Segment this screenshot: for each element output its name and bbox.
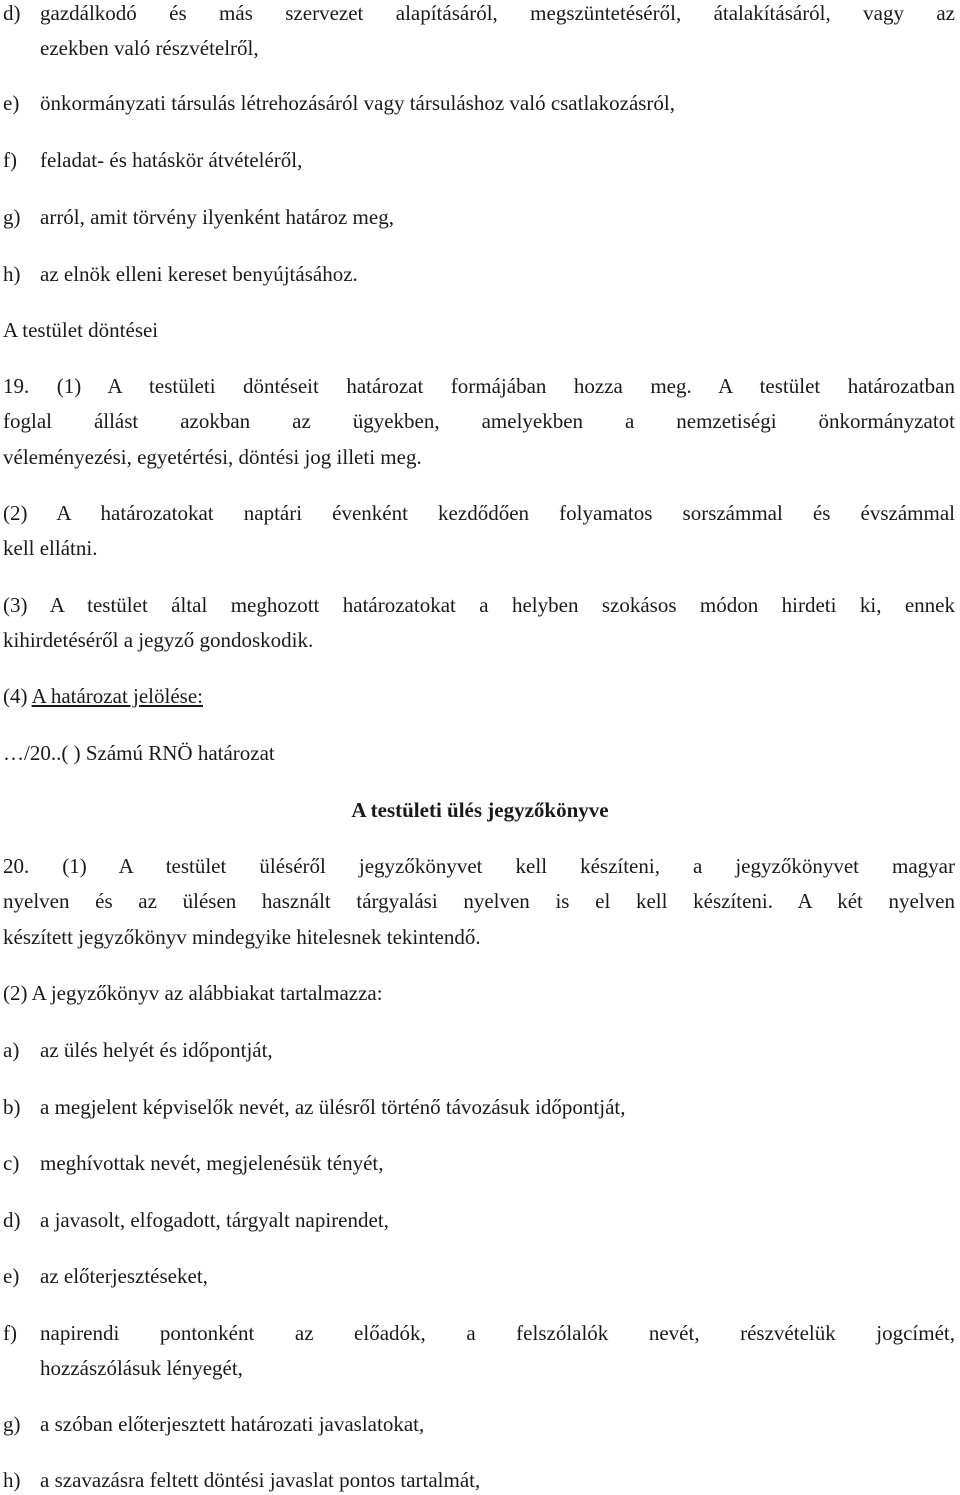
paragraph-19-1-line1: 19. (1) A testületi döntéseit határozat formájában hozza meg. A testület határozatban — [3, 374, 955, 398]
list-label: f) — [3, 148, 17, 172]
list-item-h — [3, 261, 955, 287]
list-text: feladat- és hatáskör átvételéről, — [40, 148, 303, 172]
list-item-d — [3, 0, 955, 26]
list-text: az előterjesztéseket, — [40, 1264, 208, 1288]
list-item-b — [3, 1094, 955, 1120]
paragraph-19-4 — [3, 683, 955, 709]
list-label: f) — [3, 1321, 17, 1345]
list-text: arról, amit törvény ilyenként határoz meg, — [40, 205, 394, 229]
list-label: e) — [3, 91, 20, 115]
paragraph-19-3-line2: kihirdetéséről a jegyző gondoskodik. — [3, 628, 314, 652]
list-text: önkormányzati társulás létrehozásáról vagy társuláshoz való csatlakozásról, — [40, 91, 676, 115]
paragraph-number: (4) — [3, 684, 32, 708]
underlined-heading: A határozat jelölése: — [31, 684, 204, 708]
list-item-g — [3, 204, 955, 230]
section-title: A testület döntései — [3, 318, 159, 342]
list-text: a szavazásra feltett döntési javaslat pontos tartalmát, — [40, 1468, 481, 1492]
paragraph-20-1-line3: készített jegyzőkönyv mindegyike hitelesnek tekintendő. — [3, 925, 481, 949]
paragraph-19-1-line3: véleményezési, egyetértési, döntési jog illeti meg. — [3, 445, 422, 469]
list-text-continued: hozzászólásuk lényegét, — [40, 1356, 243, 1380]
paragraph-19-3-line1: (3) A testület által meghozott határozatokat a helyben szokásos módon hirdeti ki, ennek — [3, 593, 955, 617]
paragraph-19-1-line2: foglal állást azokban az ügyekben, amelyekben a nemzetiségi önkormányzatot — [3, 409, 955, 433]
list-label: b) — [3, 1095, 21, 1119]
list-text-continued: ezekben való részvételről, — [40, 36, 259, 60]
list-text: meghívottak nevét, megjelenésük tényét, — [40, 1151, 384, 1175]
list-text: az ülés helyét és időpontját, — [40, 1038, 273, 1062]
list-item-h2 — [3, 1467, 955, 1493]
section-heading: A testületi ülés jegyzőkönyve — [351, 798, 609, 822]
list-label: a) — [3, 1038, 20, 1062]
list-label: c) — [3, 1151, 20, 1175]
list-label: d) — [3, 1, 21, 25]
list-label: e) — [3, 1264, 20, 1288]
list-label: h) — [3, 262, 21, 286]
list-item-f2 — [3, 1320, 955, 1346]
list-text: a javasolt, elfogadott, tárgyalt napirendet, — [40, 1208, 389, 1232]
paragraph-20-1-line2: nyelven és az ülésen használt tárgyalási nyelven is el kell készíteni. A két nyelven — [3, 889, 955, 913]
paragraph-19-2-line2: kell ellátni. — [3, 536, 98, 560]
list-label: g) — [3, 1412, 21, 1436]
list-item-e2 — [3, 1263, 955, 1289]
paragraph-19-2-line1: (2) A határozatokat naptári évenként kezdődően folyamatos sorszámmal és évszámmal — [3, 501, 955, 525]
paragraph-20-1-line1: 20. (1) A testület üléséről jegyzőkönyvet kell készíteni, a jegyzőkönyvet magyar — [3, 854, 955, 878]
resolution-format: …/20..( ) Számú RNÖ határozat — [3, 741, 275, 765]
paragraph-20-2: (2) A jegyzőkönyv az alábbiakat tartalmazza: — [3, 981, 383, 1005]
list-item-f — [3, 147, 955, 173]
list-text: a megjelent képviselők nevét, az ülésről történő távozásuk időpontját, — [40, 1095, 626, 1119]
list-item-g2 — [3, 1411, 955, 1437]
list-item-c — [3, 1150, 955, 1176]
list-label: g) — [3, 205, 21, 229]
list-item-a — [3, 1037, 955, 1063]
list-label: h) — [3, 1468, 21, 1492]
list-text: napirendi pontonként az előadók, a felszólalók nevét, részvételük jogcímét, — [40, 1321, 955, 1345]
list-text: az elnök elleni kereset benyújtásához. — [40, 262, 358, 286]
list-text: gazdálkodó és más szervezet alapításáról, megszüntetéséről, átalakításáról, vagy az — [40, 1, 955, 25]
list-text: a szóban előterjesztett határozati javaslatokat, — [40, 1412, 425, 1436]
list-label: d) — [3, 1208, 21, 1232]
list-item-e — [3, 90, 955, 116]
list-item-d2 — [3, 1207, 955, 1233]
